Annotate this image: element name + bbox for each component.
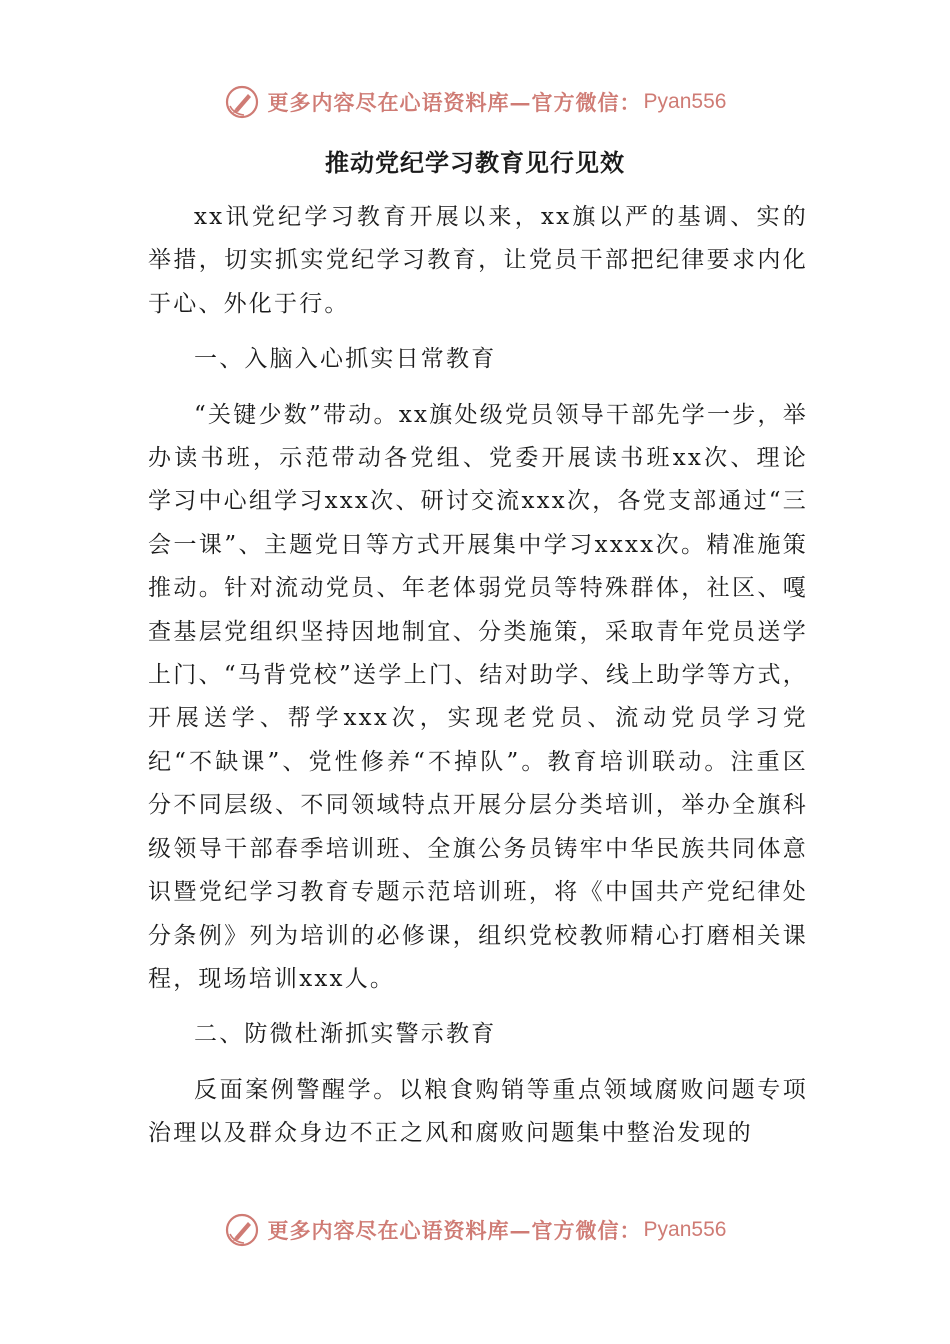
intro-paragraph: xx讯党纪学习教育开展以来，xx旗以严的基调、实的举措，切实抓实党纪学习教育，让党员干部把纪律要求内化于心、外化于行。	[148, 204, 808, 317]
banner-text: 更多内容尽在心语资料库—官方微信：	[267, 1218, 642, 1243]
document-title: 推动党纪学习教育见行见效	[325, 148, 625, 177]
section-1-heading: 一、入脑入心抓实日常教育	[194, 346, 497, 373]
pen-circle-logo-icon	[224, 1212, 260, 1248]
footer-banner	[0, 1208, 950, 1252]
header-banner	[0, 80, 950, 124]
wechat-id: Pyan556	[643, 90, 727, 113]
wechat-id: Pyan556	[643, 1218, 727, 1241]
banner-text: 更多内容尽在心语资料库—官方微信：	[267, 90, 642, 115]
section-1-paragraph: “关键少数”带动。xx旗处级党员领导干部先学一步，举办读书班，示范带动各党组、党委开展读书班xx次、理论学习中心组学习xxx次、研讨交流xxx次，各党支部通过“三会一课”、主题党日等方式开展集中学习xxxx次。精准施策推动。针对流动党员、年老体弱党员等特殊群体，社区、嘎查基层党组织坚持因地制宜、分类施策，采取青年党员送学上门、“马背党校”送学上门、结对助学、线上助学等方式，开展送学、帮学xxx次，实现老党员、流动党员学习党纪“不缺课”、党性修养“不掉队”。教育培训联动。注重区分不同层级、不同领域特点开展分层分类培训，举办全旗科级领导干部春季培训班、全旗公务员铸牢中华民族共同体意识暨党纪学习教育专题示范培训班，将《中国共产党纪律处分条例》列为培训的必修课，组织党校教师精心打磨相关课程，现场培训xxx人。	[148, 401, 808, 992]
section-2-paragraph: 反面案例警醒学。以粮食购销等重点领域腐败问题专项治理以及群众身边不正之风和腐败问题集中整治发现的	[148, 1076, 808, 1147]
pen-circle-logo-icon	[224, 84, 260, 120]
document-body	[148, 196, 808, 1168]
section-2-heading: 二、防微杜渐抓实警示教育	[194, 1021, 497, 1048]
